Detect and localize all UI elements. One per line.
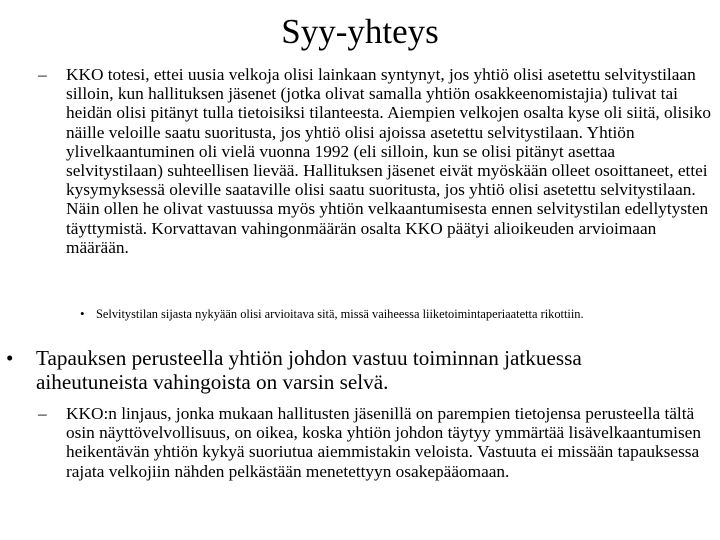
bullet-item-level3 <box>80 306 706 322</box>
bullet-text: Tapauksen perusteella yhtiön johdon vastuu toiminnan jatkuessa aiheutuneista vahingoista on varsin selvä. <box>36 346 582 394</box>
dash-marker: – <box>38 65 47 84</box>
slide-title: Syy-yhteys <box>281 12 439 51</box>
bullet-item-level1 <box>6 346 696 394</box>
bullet-item-level2 <box>38 65 714 257</box>
bullet-text: Selvitystilan sijasta nykyään olisi arvioitava sitä, missä vaiheessa liiketoimintaperiaatetta rikottiin. <box>96 307 584 321</box>
bullet-text: KKO:n linjaus, jonka mukaan hallitusten jäsenillä on parempien tietojensa perusteella tältä osin näyttövelvollisuus, on oikea, koska yhtiön johdon täytyy ymmärtää lisävelkaantumisen heikentävän yhtiön kykyä suoriutua aiemmistakin veloista. Vastuuta ei missään tapauksessa rajata velkojiin nähden pelkästään menetettyyn osakepääomaan. <box>66 404 701 481</box>
bullet-text: KKO totesi, ettei uusia velkoja olisi lainkaan syntynyt, jos yhtiö olisi asetettu selvitystilaan silloin, kun hallituksen jäsenet (jotka olivat samalla yhtiön osakkeenomistajia) tulivat tai heidän olisi pitänyt tulla tietoisiksi tilanteesta. Aiempien velkojen osalta kyse oli siitä, olisiko näille veloille saatu suoritusta, jos yhtiö olisi ajoissa asetettu selvitystilaan. Yhtiön ylivelkaantuminen oli vielä vuonna 1992 (eli silloin, kun se olisi pitänyt asettaa selvitystilaan) suhteellisen lievää. Hallituksen jäsenet eivät myöskään olleet osoittaneet, ettei kysymyksessä oleville saataville olisi saatu suoritusta, jos yhtiö olisi asetettu selvitystilaan. Näin ollen he olivat vastuussa myös yhtiön velkaantumisesta ennen selvitystilan edellytysten täyttymistä. Korvattavan vahingonmäärän osalta KKO päätyi alioikeuden arvioimaan määrään. <box>66 65 712 257</box>
bullet-marker: • <box>80 306 85 321</box>
bullet-marker: • <box>6 346 14 370</box>
dash-marker: – <box>38 404 47 423</box>
bullet-item-level2 <box>38 404 714 481</box>
